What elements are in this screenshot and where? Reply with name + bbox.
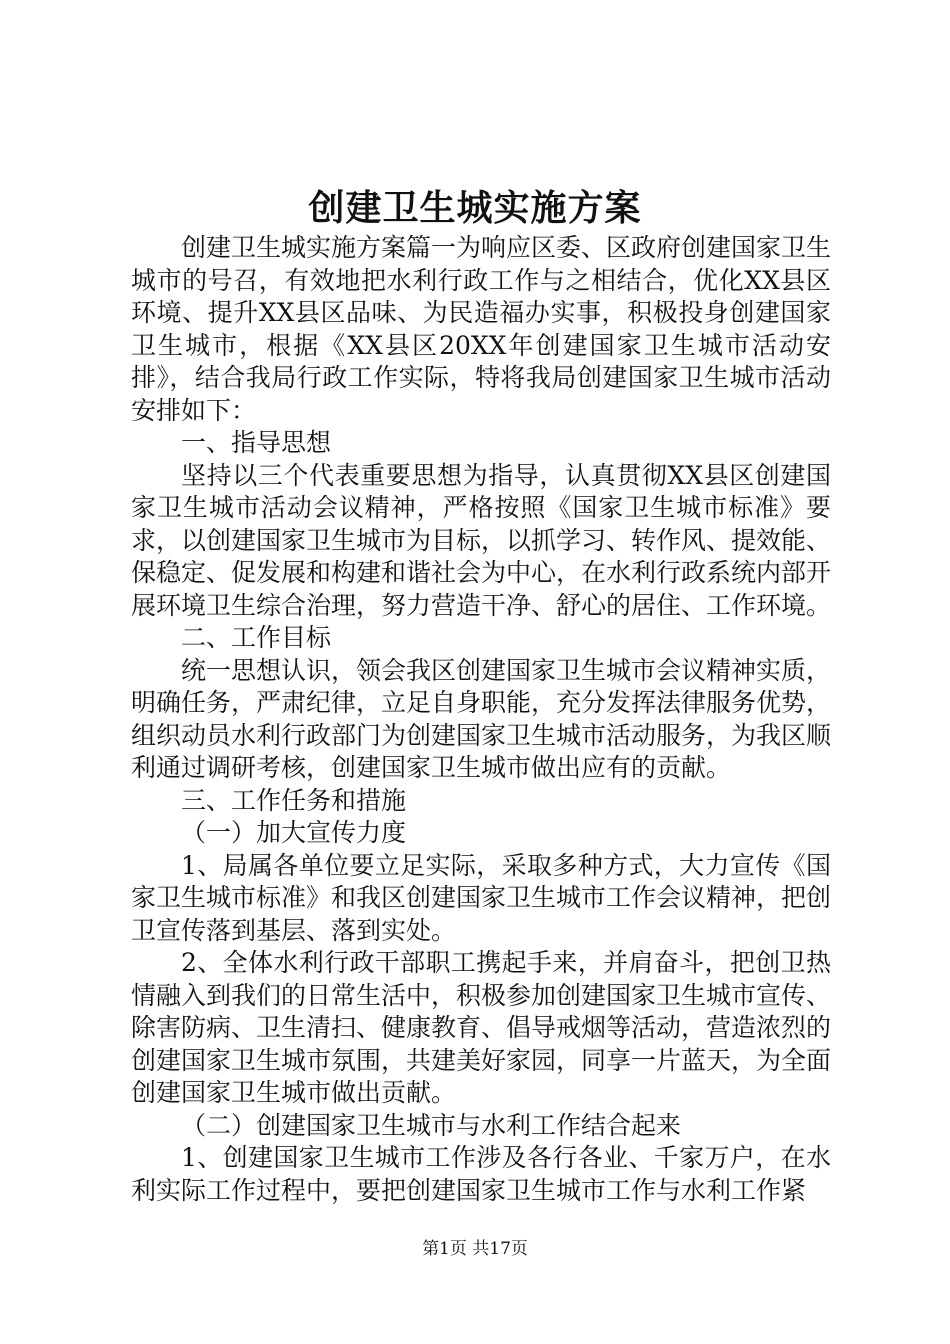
document-body <box>131 232 831 1207</box>
paragraph-combine-work-1: 1、创建国家卫生城市工作涉及各行各业、千家万户，在水利实际工作过程中，要把创建国家卫生城市工作与水利工作紧 <box>131 1143 831 1205</box>
paragraph-publicity-1: 1、局属各单位要立足实际，采取多种方式，大力宣传《国家卫生城市标准》和我区创建国家卫生城市工作会议精神，把创卫宣传落到基层、落到实处。 <box>131 850 832 945</box>
page-footer: 第1页 共17页 <box>422 1239 528 1259</box>
heading-work-goals: 二、工作目标 <box>181 623 332 652</box>
paragraph-intro: 创建卫生城实施方案篇一为响应区委、区政府创建国家卫生城市的号召，有效地把水利行政工作与之相结合，优化XX县区环境、提升XX县区品味、为民造福办实事，积极投身创建国家卫生城市，根据《XX县区20XX年创建国家卫生城市活动安排》，结合我局行政工作实际，特将我局创建国家卫生城市活动安排如下： <box>131 233 832 425</box>
paragraph-work-goals: 统一思想认识，领会我区创建国家卫生城市会议精神实质，明确任务，严肃纪律，立足自身职能，充分发挥法律服务优势，组织动员水利行政部门为创建国家卫生城市活动服务，为我区顺利通过调研考核，创建国家卫生城市做出应有的贡献。 <box>131 655 832 782</box>
heading-tasks-measures: 三、工作任务和措施 <box>181 785 407 815</box>
document-title: 创建卫生城实施方案 <box>308 187 642 229</box>
subheading-publicity: （一）加大宣传力度 <box>181 818 407 847</box>
paragraph-publicity-2: 2、全体水利行政干部职工携起手来，并肩奋斗，把创卫热情融入到我们的日常生活中，积极参加创建国家卫生城市宣传、除害防病、卫生清扫、健康教育、倡导戒烟等活动，营造浓烈的创建国家卫生城市氛围，共建美好家园，同享一片蓝天，为全面创建国家卫生城市做出贡献。 <box>131 948 832 1107</box>
subheading-combine-work: （二）创建国家卫生城市与水利工作结合起来 <box>181 1110 682 1140</box>
heading-guiding-ideology: 一、指导思想 <box>181 428 332 457</box>
paragraph-guiding-ideology: 坚持以三个代表重要思想为指导，认真贯彻XX县区创建国家卫生城市活动会议精神，严格按照《国家卫生城市标准》要求，以创建国家卫生城市为目标，以抓学习、转作风、提效能、保稳定、促发展和构建和谐社会为中心，在水利行政系统内部开展环境卫生综合治理，努力营造干净、舒心的居住、工作环境。 <box>131 460 832 620</box>
